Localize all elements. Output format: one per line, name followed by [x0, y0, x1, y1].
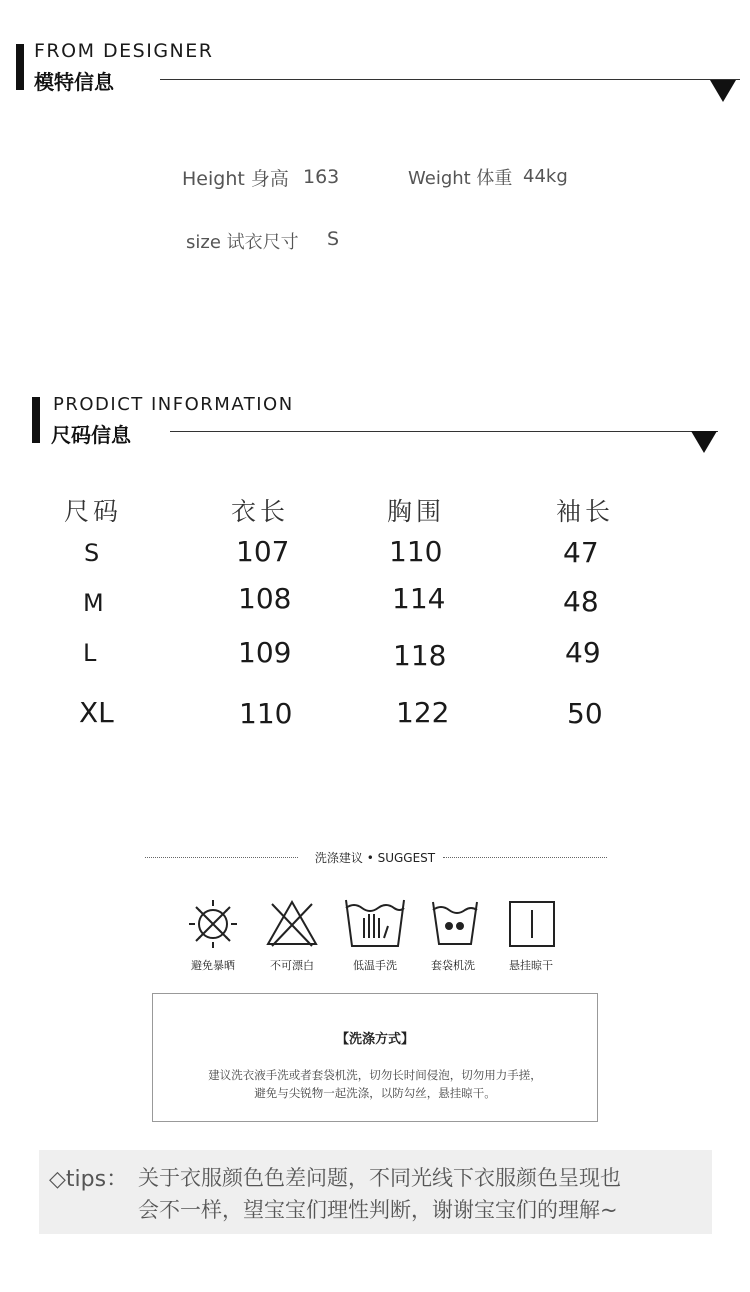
- hang-dry-icon: [504, 896, 560, 952]
- designer-heading-cn: 模特信息: [34, 70, 114, 94]
- size-cell: S: [84, 539, 100, 567]
- sleeve-cell: 47: [563, 536, 599, 569]
- length-cell: 108: [238, 582, 292, 615]
- tips-text: 会不一样，望宝宝们理性判断，谢谢宝宝们的理解~: [138, 1198, 618, 1222]
- suggest-dotted-line-left: [145, 857, 298, 858]
- height-value: 163: [303, 166, 340, 188]
- designer-triangle-icon: [710, 80, 736, 102]
- size-cell: XL: [79, 696, 114, 729]
- chest-cell: 122: [396, 696, 450, 729]
- care-label: 悬挂晾干: [509, 959, 553, 972]
- chest-cell: 110: [389, 535, 443, 568]
- product-heading-cn: 尺码信息: [51, 423, 131, 447]
- sleeve-cell: 49: [565, 636, 601, 669]
- chest-cell: 114: [392, 582, 446, 615]
- length-cell: 110: [239, 697, 293, 730]
- product-section-bar: [32, 397, 40, 443]
- machine-wash-bag-icon: [427, 896, 483, 952]
- size-table-header: 袖长: [556, 497, 615, 526]
- product-divider: [170, 431, 718, 432]
- suggest-title: 洗涤建议 • SUGGEST: [314, 851, 436, 865]
- tips-text: 关于衣服颜色色差问题，不同光线下衣服颜色呈现也: [138, 1166, 621, 1190]
- suggest-dotted-line-right: [443, 857, 607, 858]
- designer-divider: [160, 79, 740, 80]
- product-heading-en: PRODICT INFORMATION: [53, 394, 294, 415]
- size-value: S: [327, 228, 340, 250]
- length-cell: 107: [236, 535, 290, 568]
- sun-crossed-icon: [185, 896, 241, 952]
- size-cell: M: [83, 589, 104, 617]
- wash-method-text: 建议洗衣液手洗或者套袋机洗，切勿长时间侵泡，切勿用力手搓，: [208, 1068, 542, 1082]
- triangle-crossed-icon: [264, 896, 320, 952]
- wash-method-text: 避免与尖锐物一起洗涤，以防勾丝，悬挂晾干。: [254, 1086, 496, 1100]
- weight-label: Weight 体重: [408, 168, 513, 189]
- care-label: 低温手洗: [353, 959, 397, 972]
- size-table-header: 胸围: [387, 497, 446, 526]
- size-cell: L: [83, 639, 97, 667]
- hand-wash-icon: [344, 896, 406, 952]
- tips-label: ◇tips：: [49, 1167, 129, 1192]
- size-table-header: 衣长: [231, 497, 290, 526]
- wash-method-box: [152, 993, 598, 1122]
- care-label: 不可漂白: [270, 959, 314, 972]
- weight-value: 44kg: [523, 166, 568, 187]
- care-label: 避免暴晒: [191, 959, 235, 972]
- tips-box: [39, 1150, 712, 1234]
- sleeve-cell: 48: [563, 585, 599, 618]
- size-table-header: 尺码: [64, 497, 123, 526]
- care-label: 套袋机洗: [431, 959, 475, 972]
- sleeve-cell: 50: [567, 697, 603, 730]
- height-label: Height 身高: [182, 168, 289, 190]
- chest-cell: 118: [393, 639, 447, 672]
- designer-section-bar: [16, 44, 24, 90]
- size-label: size 试衣尺寸: [186, 232, 299, 253]
- designer-heading-en: FROM DESIGNER: [34, 40, 214, 62]
- wash-method-title: 【洗涤方式】: [335, 1032, 414, 1047]
- length-cell: 109: [238, 636, 292, 669]
- product-triangle-icon: [691, 431, 717, 453]
